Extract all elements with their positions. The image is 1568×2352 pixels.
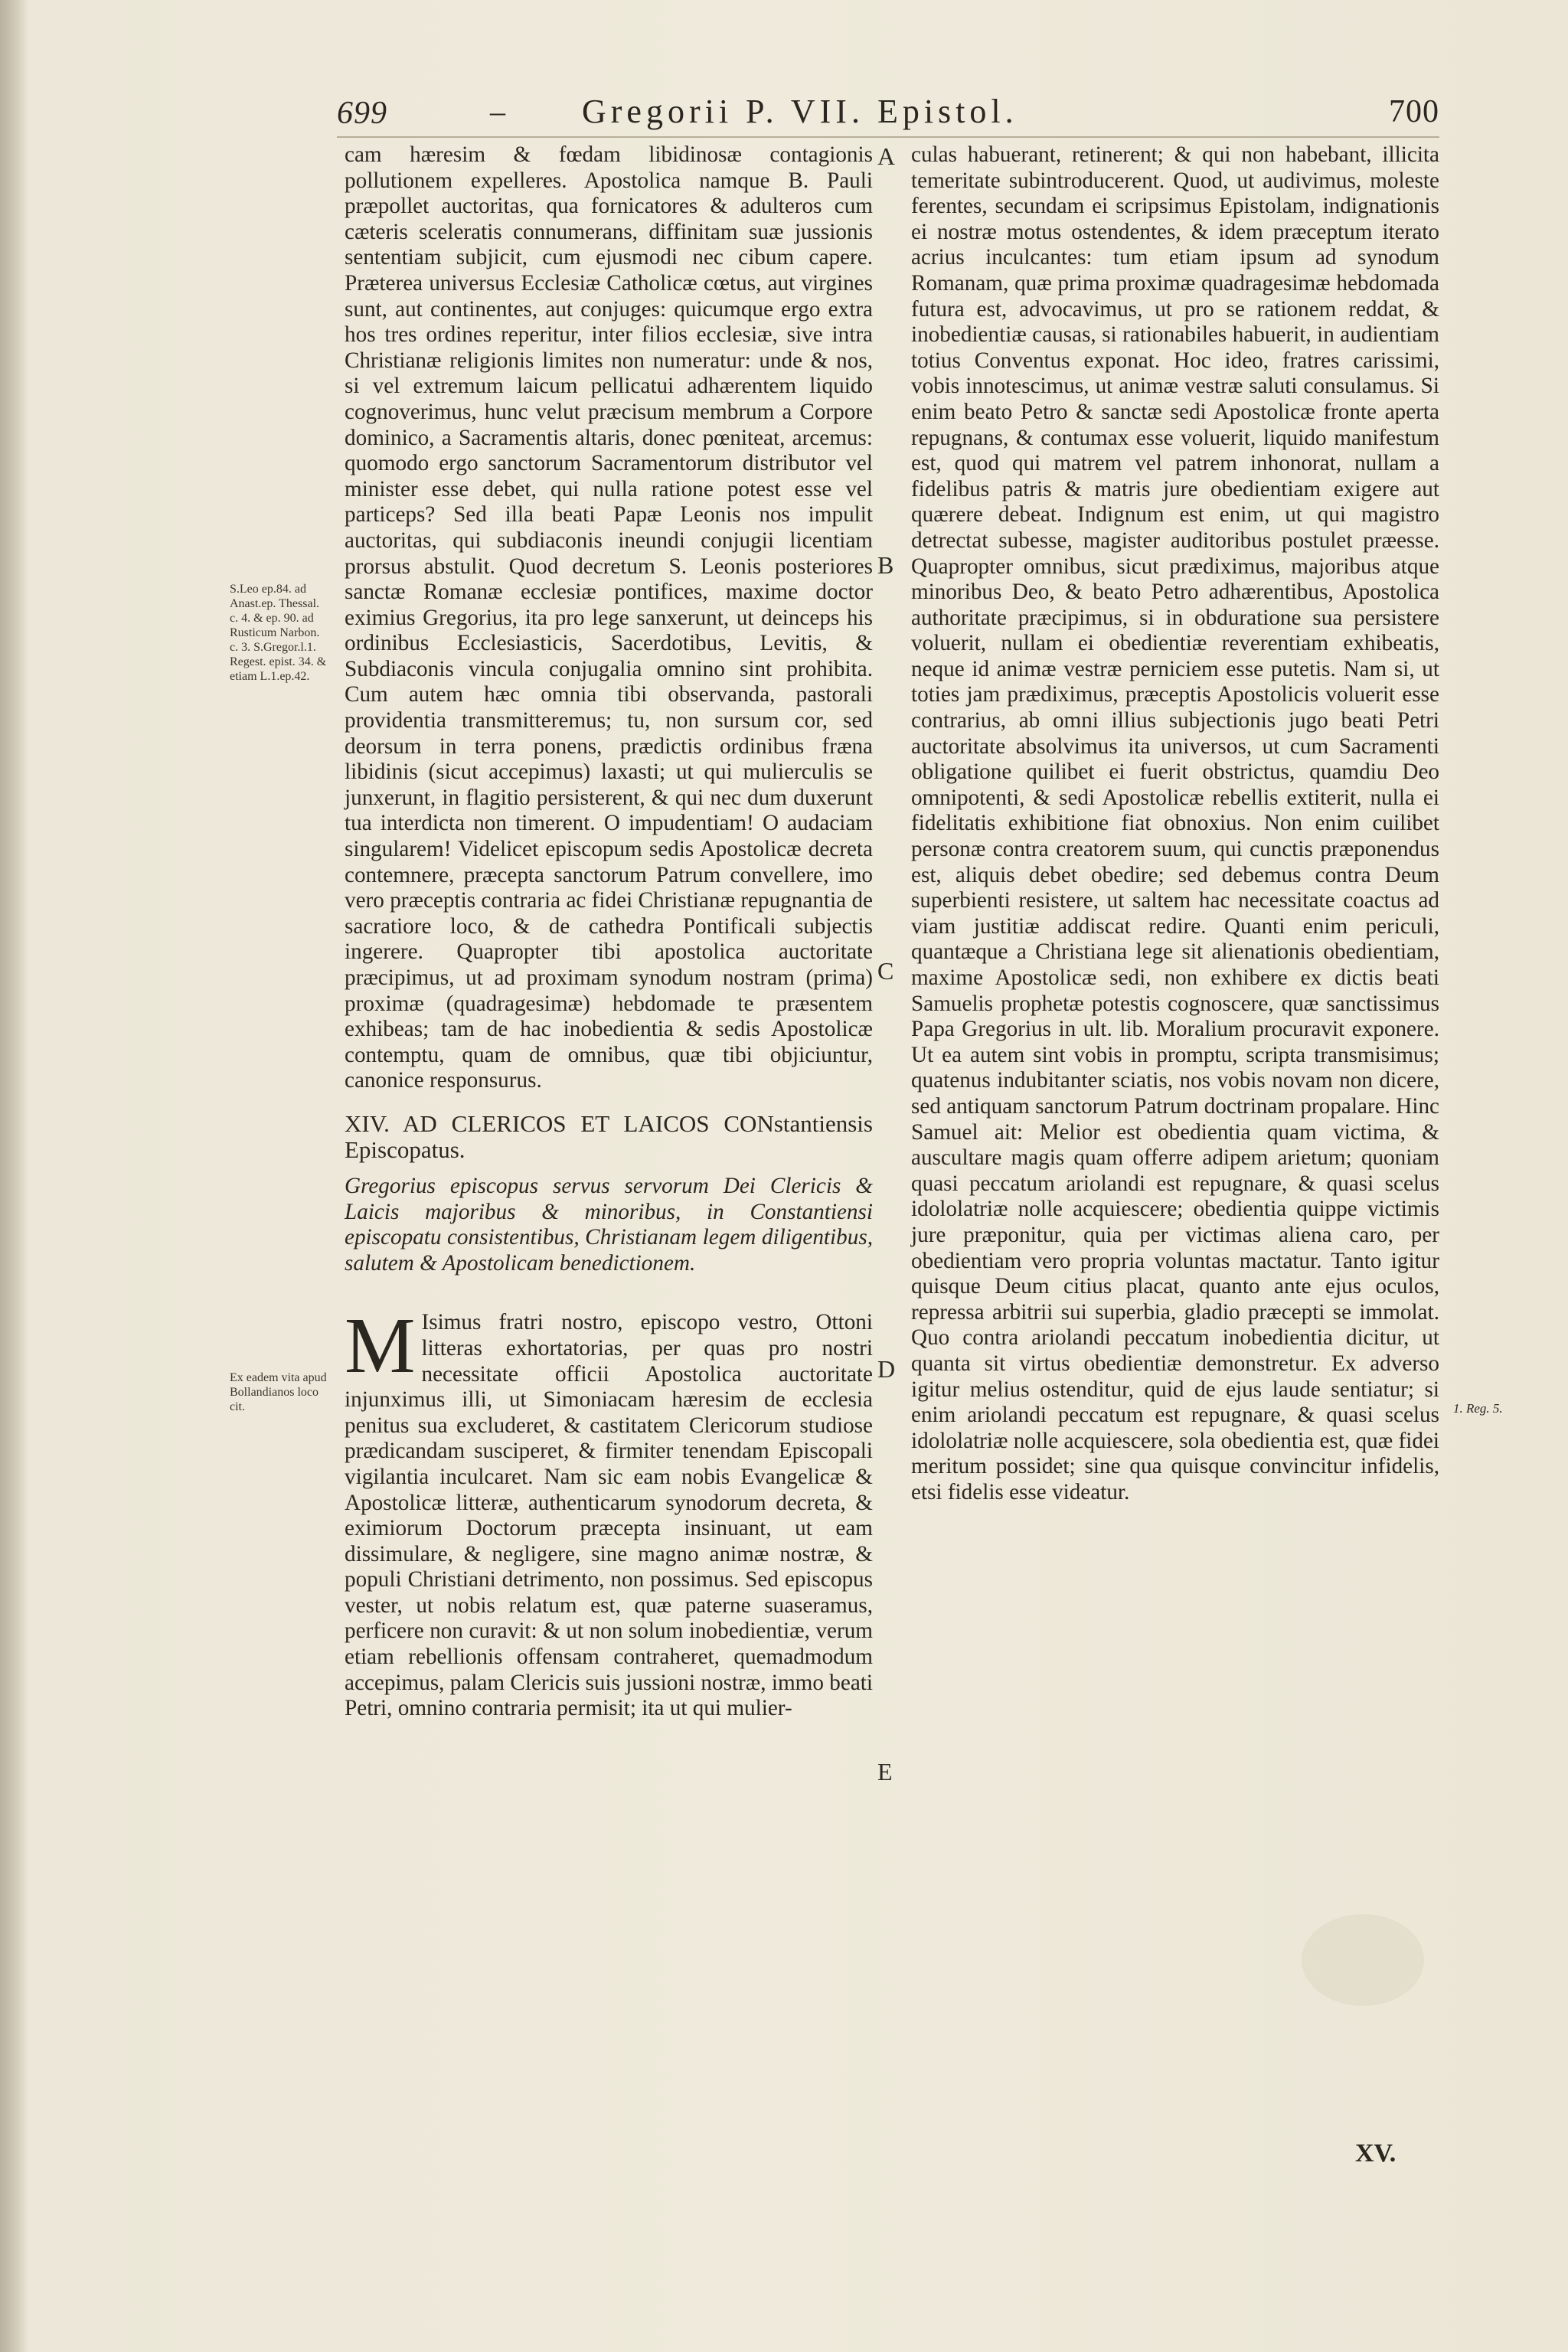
- right-page-number: 700: [1389, 94, 1439, 129]
- binding-shadow: [0, 0, 28, 2352]
- margin-note-bible-ref: 1. Reg. 5.: [1453, 1401, 1503, 1416]
- drop-cap: M: [345, 1302, 416, 1390]
- header-dash: –: [490, 94, 506, 129]
- section-letter-b: B: [877, 551, 894, 579]
- catchword: XV.: [1355, 2139, 1396, 2167]
- section-letter-d: D: [877, 1355, 896, 1383]
- header-rule: [337, 136, 1439, 138]
- right-text-column: [911, 142, 1439, 1508]
- letter-salutation: Gregorius episcopus servus servorum Dei Clericis & Laicis majoribus & minoribus, in Constantiensi episcopatu consistentibus, Christianam legem diligentibus, salutem & Apostolicam benedictionem.: [345, 1173, 873, 1276]
- left-page-number: 699: [337, 96, 387, 131]
- right-paragraph-1: culas habuerant, retinerent; & qui non habebant, illicita temeritate subintroducerent. Quod, ut audivimus, moleste ferentes, secundam ei scripsimus Epistolam, indignationis ei nostræ motus ostendentes, & idem præceptum iterato acrius inculcantes: tum etiam ipsum ad synodum Romanam, quæ prima proximæ quadragesimæ hebdomada futura est, advocavimus, ut pro se rationem reddat, & inobedientiæ causas, si rationabiles habuerit, in audientiam totius Conventus exponat. Hoc ideo, fratres carissimi, vobis innotescimus, ut animæ vestræ saluti consulamus. Si enim beato Petro & sanctæ sedi Apostolicæ fronte aperta repugnans, & contumax esse voluerit, liquido manifestum est, quod qui matrem vel patrem inhonorat, nullam a fidelibus patris & matris jure obedientiam exigere aut quærere debeat. Indignum est enim, ut qui magistro detrectat subesse, magister auditoribus postulet præesse. Quapropter omnibus, sicut prædiximus, majoribus atque minoribus Deo, & beato Petro adhærentibus, Apostolica authoritate præcipimus, si in obduratione sua persistere voluerit, nullam ei obedientiæ reverentiam exhibeatis, neque id animæ vestræ perniciem esse putetis. Nam si, ut toties jam prædiximus, præceptis Apostolicis voluerit esse contrarius, ab omni illius subjectionis jugo beati Petri auctoritate absolvimus ita universos, ut cum Sacramenti obligatione quilibet ei fuerit obstrictus, quamdiu Deo omnipotenti, & sedi Apostolicæ rebellis extiterit, nulla ei fidelitatis exhibitione fiat obnoxius. Non enim cuilibet personæ contra creatorem suum, qui cunctis præponendus est, aliquis debet obedire; sed debemus contra Deum superbienti resistere, ut saltem hac necessitate coactus ad viam justitiæ addiscat redire. Quanti enim periculi, quantæque a Christiana lege sit alienationis obedientiam, maxime Apostolicæ sedi, non exhibere ex dictis beati Samuelis prophetæ potestis cognoscere, quæ sanctissimus Papa Gregorius in ult. lib. Moralium procuravit exponere. Ut ea autem sint vobis in promptu, scripta transmisimus; quatenus indubitanter sciatis, nos vobis novam non dicere, sed antiquam sanctorum Patrum doctrinam propalare. Hinc Samuel ait: Melior est obedientia quam victima, & auscultare magis quam offerre adipem arietum; quoniam quasi peccatum ariolandi est repugnare, & quasi scelus idololatriæ nolle acquiescere; obedientia quippe victimis jure præponitur, quia per victimas aliena caro, per obedientiam vero propria voluntas mactatur. Tanto igitur quisque Deum citius placat, quanto ante ejus oculos, repressa arbitrii sui superbia, gladio præcepti se immolat. Quo contra ariolandi peccatum inobedientia dicitur, ut quanta sit virtus obedientiæ demonstretur. Ex adverso igitur melius ostenditur, quid de ejus laude sentiatur; si enim ariolandi peccatum est repugnare, & quasi scelus idololatriæ nolle acquiescere, sola obedientia est, quæ fidei meritum possidet; sine qua quisque convincitur infidelis, etsi fidelis esse videatur.: [911, 142, 1439, 1504]
- letter-heading: XIV. AD CLERICOS ET LAICOS CONstantiensis Episcopatus.: [345, 1109, 873, 1163]
- section-letter-e: E: [877, 1758, 893, 1785]
- section-letter-a: A: [877, 142, 896, 170]
- section-letter-c: C: [877, 957, 894, 985]
- left-paragraph-1: cam hæresim & fœdam libidinosæ contagionis pollutionem expelleres. Apostolica namque B. Pauli præpollet auctoritas, qua fornicatores & adulteros cum cæteris sceleratis connumerans, diffinitam suæ jussionis sententiam subjicit, cum ejusmodi nec cibum capere. Præterea universus Ecclesiæ Catholicæ cœtus, aut virgines sunt, aut continentes, aut conjuges: quicumque ergo extra hos tres ordines reperitur, inter filios ecclesiæ, sive intra Christianæ religionis limites non numeratur: unde & nos, si vel extremum laicum pellicatui adhærentem liquido cognoverimus, hunc velut præcisum membrum a Corpore dominico, a Sacramentis altaris, donec pœniteat, arcemus: quomodo ergo sanctorum Sacramentorum distributor vel minister esse debet, qui nulla ratione potest esse vel particeps? Sed illa beati Papæ Leonis nos impulit auctoritas, qui subdiaconis ineundi conjugii licentiam prorsus abstulit. Quod decretum S. Leonis posteriores sanctæ Romanæ ecclesiæ pontifices, maxime doctor eximius Gregorius, ita pro lege sanxerunt, ut deinceps his ordinibus Ecclesiasticis, Sacerdotibus, Levitis, & Subdiaconis vincula conjugalia omnino sint prohibita. Cum autem hæc omnia tibi observanda, pastorali providentia transmitteremus; tu, non sursum cor, sed deorsum in terra ponens, prædictis ordinibus fræna libidinis (sicut accepimus) laxasti; ut qui mulierculis se junxerunt, in flagitio persisterent, & qui nec dum duxerunt tua interdicta non timerent. O impudentiam! O audaciam singularem! Videlicet episcopum sedis Apostolicæ decreta contemnere, præcepta sanctorum Patrum convellere, imo vero præceptis contraria ac fidei Christianæ repugnantia de sacratiore loco, & de cathedra Pontificali subjectis ingerere. Quapropter tibi apostolica auctoritate præcipimus, ut ad proximam synodum nostram (prima) proximæ (quadragesimæ) hebdomade te præsentem exhibeas; tam de hac inobedientia & sedis Apostolicæ contemptu, quam de omnibus, quæ tibi objiciuntur, canonice responsurus.: [345, 142, 873, 1093]
- left-paragraph-2-text: Isimus fratri nostro, episcopo vestro, Ottoni litteras exhortatorias, per quas pro nostri necessitate officii Apostolica auctoritate injunximus illi, ut Simoniacam hæresim de ecclesia penitus sua excluderet, & castitatem Clericorum studiose prædicandam susciperet, & firmiter tenendam Episcopali vigilantia inculcaret. Nam sic eam nobis Evangelicæ & Apostolicæ litteræ, authenticarum synodorum decreta, & eximiorum Doctorum præcepta insinuant, ut eam dissimulare, & negligere, sine magno animæ nostræ, & populi Christiani detrimento, non possimus. Sed episcopus vester, ut nobis relatum est, quæ paterne suaseramus, perficere non curavit: & ut non solum inobedientiæ, verum etiam rebellionis offensam contraheret, quemadmodum accepimus, palam Clericis suis jussioni nostræ, immo beati Petri, omnino contraria permisit; ita ut qui mulier-: [345, 1310, 873, 1721]
- left-text-column: [345, 142, 873, 1725]
- running-title: Gregorii P. VII. Epistol.: [582, 93, 1018, 130]
- margin-note-source: Ex eadem vita apud Bollandianos loco cit.: [230, 1371, 327, 1413]
- margin-note-references: S.Leo ep.84. ad Anast.ep. Thessal. c. 4. & ep. 90. ad Rusticum Narbon. c. 3. S.Gregor.l.1. Regest. epist. 34. & etiam L.1.ep.42.: [230, 583, 327, 683]
- running-header: [337, 90, 1439, 136]
- left-paragraph-2: [345, 1302, 873, 1722]
- paper-stain: [1302, 1914, 1424, 2006]
